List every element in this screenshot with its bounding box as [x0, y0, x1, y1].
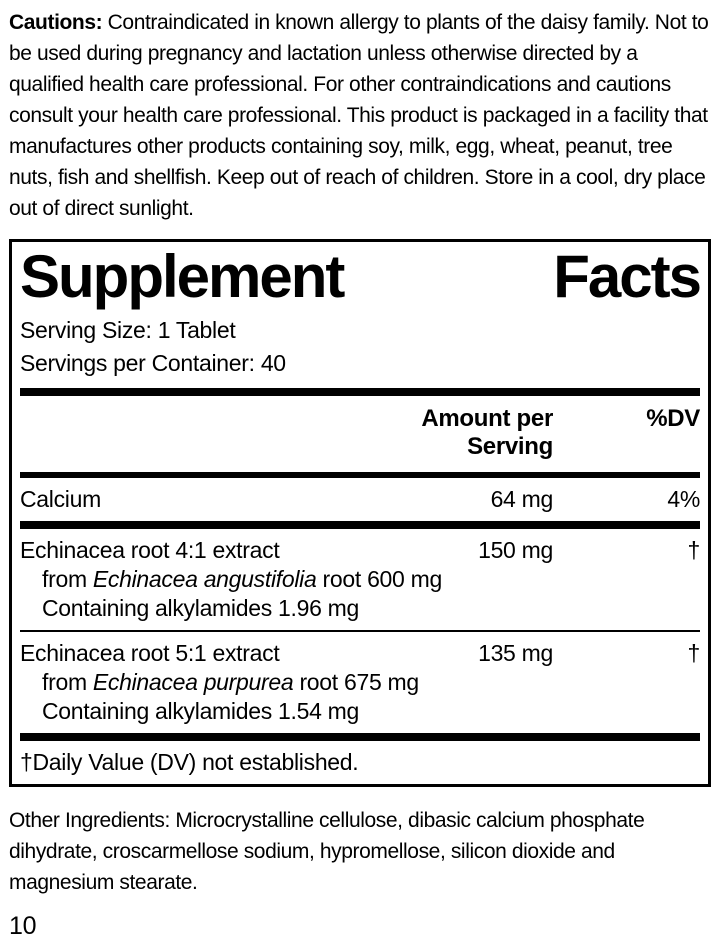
dv-footnote: †Daily Value (DV) not established.: [20, 749, 359, 775]
nutrient-rows: [20, 478, 700, 741]
sub-suffix: root 675 mg: [293, 669, 419, 695]
column-header-row: [20, 396, 700, 472]
sub-prefix: Containing alkylamides 1.54 mg: [42, 698, 360, 724]
page-number: 10: [9, 912, 37, 940]
row-amount: 135 mg: [478, 640, 553, 666]
amount-per-serving-header: Amount per Serving: [421, 405, 553, 460]
row-divider: [20, 521, 700, 529]
row-subs: [20, 668, 700, 726]
row-name: Echinacea root 4:1 extract: [20, 537, 280, 563]
other-ingredients-paragraph: Other Ingredients: Microcrystalline cellulose, dibasic calcium phosphate dihydrate, croscarmellose sodium, hypromellose, silicon dioxide and magnesium stearate.: [9, 809, 645, 894]
separator-bar-top: [20, 388, 700, 396]
cautions-label: Cautions:: [9, 11, 103, 34]
table-row-main: [20, 478, 700, 514]
table-row: [20, 632, 700, 733]
row-dv: 4%: [667, 486, 700, 512]
row-subs: [20, 565, 700, 623]
panel-title: Supplement Facts: [20, 243, 700, 310]
sub-suffix: root 600 mg: [316, 566, 442, 592]
row-dv: †: [687, 537, 700, 563]
table-row: [20, 529, 700, 630]
sub-italic: Echinacea angustifolia: [92, 566, 317, 592]
table-row-main: [20, 529, 700, 565]
sub-italic: Echinacea purpurea: [92, 669, 294, 695]
servings-per-container: Servings per Container: 40: [20, 350, 286, 376]
supplement-facts-panel: [9, 239, 711, 787]
sub-prefix: Containing alkylamides 1.96 mg: [42, 595, 360, 621]
serving-info: [20, 314, 700, 380]
dv-header: %DV: [646, 405, 700, 432]
table-row-main: [20, 632, 700, 668]
row-dv: †: [687, 640, 700, 666]
row-sub-line: [20, 594, 700, 623]
row-name: Calcium: [20, 486, 101, 512]
row-sub-line: [20, 668, 700, 697]
row-name: Echinacea root 5:1 extract: [20, 640, 280, 666]
row-divider: [20, 733, 700, 741]
sub-prefix: from: [42, 566, 93, 592]
row-amount: 64 mg: [490, 486, 553, 512]
cautions-text: Contraindicated in known allergy to plants of the daisy family. Not to be used during pregnancy and lactation unless otherwise directed by a qualified health care professional. For other contraindications and cautions consult your health care professional. This product is packaged in a facility that manufactures other products containing soy, milk, egg, wheat, peanut, tree nuts, fish and shellfish. Keep out of reach of children. Store in a cool, dry place out of direct sunlight.: [9, 11, 709, 220]
table-row: [20, 478, 700, 521]
row-sub-line: [20, 565, 700, 594]
sub-prefix: from: [42, 669, 93, 695]
serving-size: Serving Size: 1 Tablet: [20, 317, 236, 343]
cautions-paragraph: [9, 7, 711, 224]
row-sub-line: [20, 697, 700, 726]
row-amount: 150 mg: [478, 537, 553, 563]
